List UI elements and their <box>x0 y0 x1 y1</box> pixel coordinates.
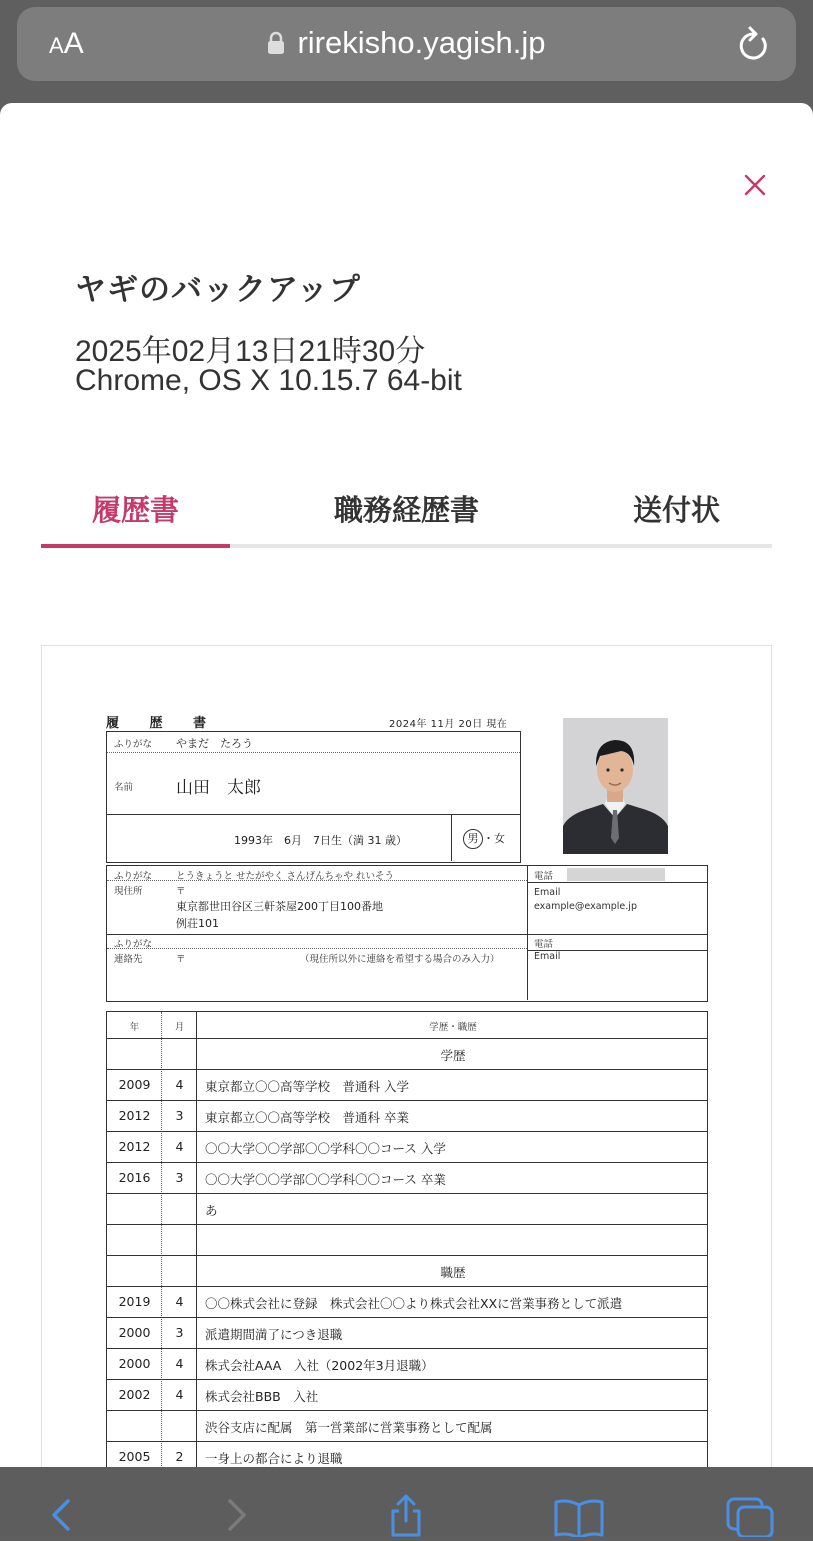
full-name: 山田 太郎 <box>176 778 261 798</box>
contact-email-label: Email <box>534 951 561 962</box>
divider <box>107 1441 708 1442</box>
hist-year: 2012 <box>118 1139 151 1154</box>
hist-month-header: 月 <box>174 1022 185 1033</box>
divider <box>107 1410 708 1411</box>
sex-field <box>463 829 505 849</box>
hist-month: 3 <box>175 1108 184 1123</box>
aa-big-letter: A <box>63 27 84 60</box>
hist-section-heading: 職歴 <box>440 1265 466 1280</box>
phone-redacted <box>567 868 665 881</box>
name-furigana: やまだ たろう <box>176 737 253 750</box>
hist-month: 3 <box>175 1170 184 1185</box>
hist-year: 2019 <box>118 1294 151 1309</box>
sex-female: 女 <box>494 832 505 845</box>
contact-furigana-label: ふりがな <box>114 939 153 950</box>
divider <box>107 1255 708 1256</box>
divider <box>527 865 528 1000</box>
hist-entry-text: 〇〇株式会社に登録 株式会社〇〇より株式会社XXに営業事務として派遣 <box>205 1296 623 1311</box>
resume-date: 2024年 11月 20日 現在 <box>389 719 508 730</box>
email-label: Email <box>534 887 561 898</box>
divider <box>107 1038 708 1039</box>
hist-year: 2009 <box>118 1077 151 1092</box>
backup-sheet <box>0 103 813 1483</box>
hist-year: 2012 <box>118 1108 151 1123</box>
bottom-toolbar <box>0 1467 813 1536</box>
phone-label: 電話 <box>534 871 554 882</box>
resume-preview <box>41 645 772 1483</box>
tab-soufujou[interactable]: 送付状 <box>633 493 721 527</box>
hist-month: 4 <box>175 1077 184 1092</box>
active-tab-indicator <box>41 544 230 548</box>
hist-content-header: 学歴・職歴 <box>429 1022 477 1033</box>
address-furigana: とうきょうと せたがやく さんげんちゃや れいそう <box>176 871 395 882</box>
backup-client: Chrome, OS X 10.15.7 64-bit <box>75 364 462 397</box>
contact-phone-label: 電話 <box>534 939 554 950</box>
divider <box>107 1286 708 1287</box>
divider <box>107 1193 708 1194</box>
address-bar[interactable] <box>17 7 796 81</box>
furigana-label: ふりがな <box>114 739 153 750</box>
hist-month: 2 <box>175 1449 184 1464</box>
contact-postal-mark: 〒 <box>176 954 186 965</box>
hist-entry-text: 株式会社AAA 入社（2002年3月退職） <box>205 1358 434 1373</box>
tab-shokumukeirekisho[interactable]: 職務経歴書 <box>334 493 480 527</box>
divider <box>107 1100 708 1101</box>
divider <box>107 752 520 753</box>
hist-entry-text: あ <box>205 1203 218 1218</box>
resume-title: 履 歴 書 <box>106 716 220 731</box>
hist-entry-text: 派遣期間満了につき退職 <box>205 1327 343 1342</box>
hist-year: 2000 <box>118 1325 151 1340</box>
divider <box>107 934 708 935</box>
hist-month: 4 <box>175 1139 184 1154</box>
divider <box>107 1317 708 1318</box>
address-line-1: 東京都世田谷区三軒茶屋200丁目100番地 <box>176 900 383 913</box>
hist-entry-text: 株式会社BBB 入社 <box>205 1389 319 1404</box>
divider <box>107 1224 708 1225</box>
hist-year: 2005 <box>118 1449 151 1464</box>
divider <box>527 882 708 883</box>
hist-entry-text: 〇〇大学〇〇学部〇〇学科〇〇コース 入学 <box>205 1141 446 1156</box>
backup-timestamp: 2025年02月13日21時30分 <box>75 335 426 368</box>
sex-male-circled: 男 <box>463 829 483 849</box>
tab-rirekisho[interactable]: 履歴書 <box>92 493 180 527</box>
tabs-icon[interactable] <box>724 1497 776 1541</box>
id-photo <box>563 718 668 854</box>
hist-entry-text: 〇〇大学〇〇学部〇〇学科〇〇コース 卒業 <box>205 1172 446 1187</box>
close-icon[interactable] <box>742 172 768 202</box>
bookmarks-icon[interactable] <box>552 1497 606 1541</box>
hist-month: 4 <box>175 1356 184 1371</box>
lock-icon <box>267 27 285 63</box>
divider <box>107 1379 708 1380</box>
divider <box>107 1162 708 1163</box>
divider <box>107 1348 708 1349</box>
hist-month: 4 <box>175 1294 184 1309</box>
hist-month: 3 <box>175 1325 184 1340</box>
aa-small-letter: A <box>49 33 64 58</box>
divider <box>451 814 452 861</box>
hist-year: 2016 <box>118 1170 151 1185</box>
reload-icon[interactable] <box>736 25 770 67</box>
back-icon[interactable] <box>48 1497 74 1537</box>
birth-date: 1993年 6月 7日生（満 31 歳） <box>234 834 407 847</box>
hist-year: 2000 <box>118 1356 151 1371</box>
divider <box>107 1131 708 1132</box>
dialog-title: ヤギのバックアップ <box>75 272 361 308</box>
address-label: 現住所 <box>114 886 143 897</box>
document-tabs <box>41 488 772 550</box>
hist-entry-text: 東京都立〇〇高等学校 普通科 入学 <box>205 1079 409 1094</box>
share-icon[interactable] <box>386 1493 426 1541</box>
hist-entry-text: 一身上の都合により退職 <box>205 1451 343 1466</box>
hist-year: 2002 <box>118 1387 151 1402</box>
postal-mark: 〒 <box>176 886 186 897</box>
email-value: example@example.jp <box>534 901 637 912</box>
contact-note: （現住所以外に連絡を希望する場合のみ入力） <box>300 954 500 965</box>
forward-icon[interactable] <box>224 1497 250 1537</box>
hist-month: 4 <box>175 1387 184 1402</box>
address-line-2: 例荘101 <box>176 917 219 930</box>
hist-entry-text: 渋谷支店に配属 第一営業部に営業事務として配属 <box>205 1420 493 1435</box>
divider <box>107 948 527 949</box>
url-display[interactable] <box>17 25 796 63</box>
url-text: rirekisho.yagish.jp <box>297 25 546 60</box>
hist-year-header: 年 <box>129 1022 140 1033</box>
hist-section-heading: 学歴 <box>440 1048 466 1063</box>
hist-entry-text: 東京都立〇〇高等学校 普通科 卒業 <box>205 1110 409 1125</box>
divider <box>107 1069 708 1070</box>
sex-separator: ・ <box>483 832 494 845</box>
divider <box>107 814 520 815</box>
address-furigana-label: ふりがな <box>114 871 153 882</box>
name-label: 名前 <box>114 782 134 793</box>
contact-label: 連絡先 <box>114 954 143 965</box>
